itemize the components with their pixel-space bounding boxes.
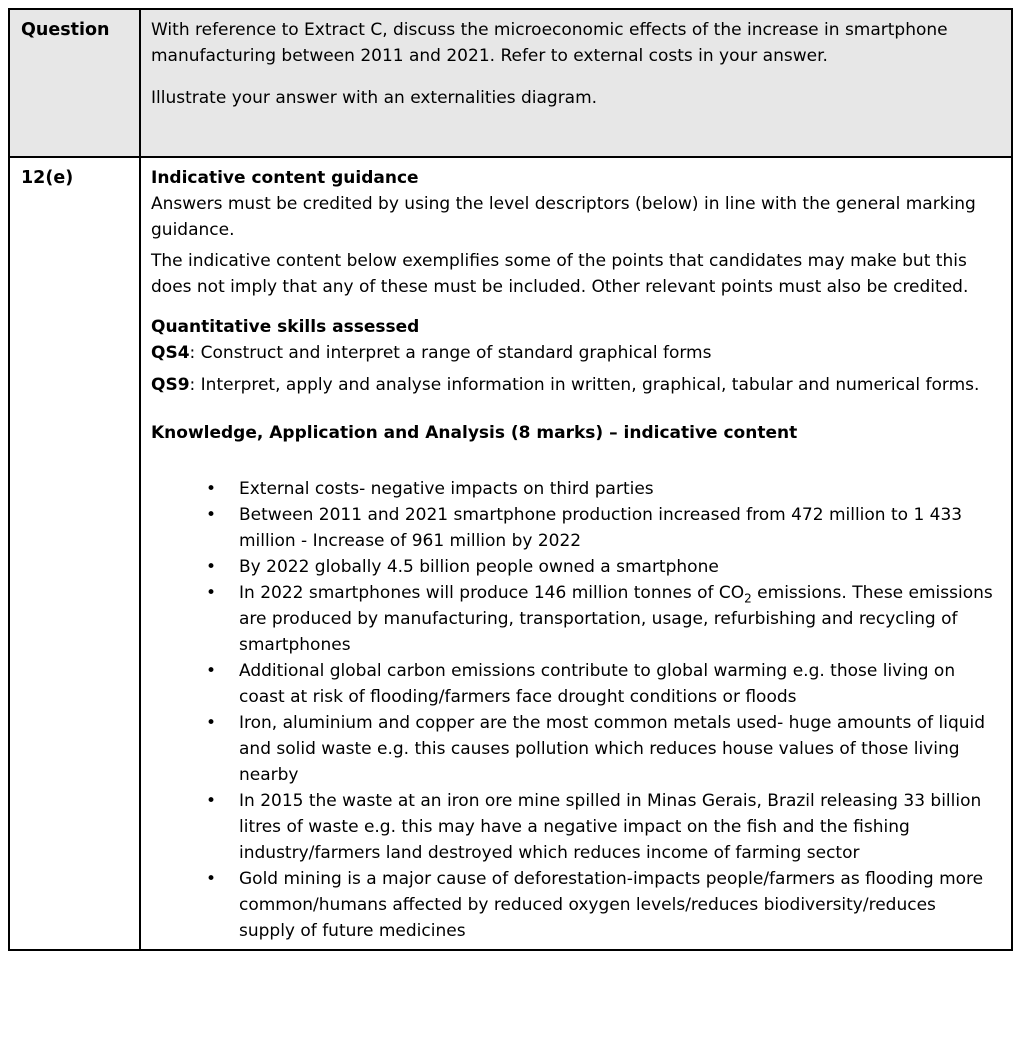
bullet-external-costs: • External costs- negative impacts on third parties	[239, 476, 997, 502]
answer-row-content-cell	[141, 156, 1011, 949]
qs4-line	[151, 340, 997, 366]
qs4-text: : Construct and interpret a range of standard graphical forms	[189, 343, 712, 363]
bullet-global-warming: • Additional global carbon emissions contribute to global warming e.g. those living on coast at risk of flooding/farmers face drought conditions or floods	[239, 658, 997, 710]
question-text-paragraph-1: With reference to Extract C, discuss the microeconomic effects of the increase in smartphone manufacturing between 2011 and 2021. Refer to external costs in your answer.	[151, 20, 948, 66]
question-row-label-cell	[10, 10, 141, 156]
question-row-content-cell	[141, 10, 1011, 156]
bullet-production-increase: • Between 2011 and 2021 smartphone production increased from 472 million to 1 433 million - Increase of 961 million by 2022	[239, 502, 997, 554]
bullet-metals-waste: • Iron, aluminium and copper are the most common metals used- huge amounts of liquid and solid waste e.g. this causes pollution which reduces house values of those living nearby	[239, 710, 997, 788]
bullet-co2-emissions-post: emissions. These emissions are produced by manufacturing, transportation, usage, refurbishing and recycling of smartphones	[239, 583, 993, 655]
question-text-paragraph-2: Illustrate your answer with an externalities diagram.	[151, 88, 598, 108]
question-label: Question	[21, 20, 110, 40]
co2-subscript: 2	[744, 591, 752, 606]
question-number-label: 12(e)	[21, 168, 74, 188]
bullet-co2-emissions-pre: In 2022 smartphones will produce 146 million tonnes of CO	[239, 583, 745, 603]
qs4-label: QS4	[151, 343, 190, 363]
indicative-content-bullet-list	[151, 476, 997, 944]
guidance-paragraph-2: The indicative content below exemplifies some of the points that candidates may make but this does not imply that any of these must be included. Other relevant points must also be credited.	[151, 251, 969, 297]
bullet-gold-mining-deforestation: • Gold mining is a major cause of deforestation-impacts people/farmers as flooding more common/humans affected by reduced oxygen levels/reduces biodiversity/reduces supply of future medicines	[239, 866, 997, 944]
qs9-text: : Interpret, apply and analyse information in written, graphical, tabular and numerical forms.	[189, 375, 980, 395]
answer-row-label-cell	[10, 156, 141, 949]
indicative-content-guidance-heading: Indicative content guidance	[151, 168, 419, 188]
qs9-label: QS9	[151, 375, 190, 395]
mark-scheme-table	[8, 8, 1013, 951]
guidance-paragraph-1: Answers must be credited by using the level descriptors (below) in line with the general marking guidance.	[151, 194, 976, 240]
bullet-co2-emissions	[239, 580, 997, 658]
quantitative-skills-heading: Quantitative skills assessed	[151, 317, 420, 337]
qs9-line	[151, 372, 997, 398]
knowledge-application-analysis-heading: Knowledge, Application and Analysis (8 marks) – indicative content	[151, 423, 798, 443]
bullet-smartphone-ownership: • By 2022 globally 4.5 billion people owned a smartphone	[239, 554, 997, 580]
bullet-minas-gerais-spill: • In 2015 the waste at an iron ore mine spilled in Minas Gerais, Brazil releasing 33 billion litres of waste e.g. this may have a negative impact on the fish and the fishing industry/farmers land destroyed which reduces income of farming sector	[239, 788, 997, 866]
